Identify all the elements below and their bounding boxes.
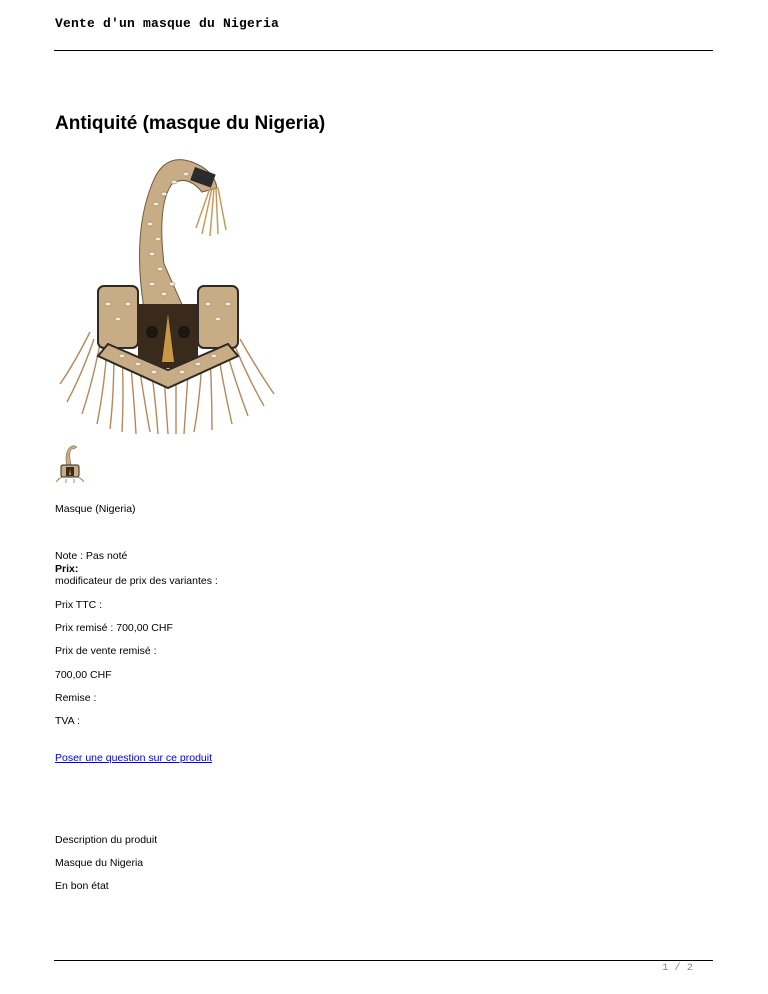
description-line: Masque du Nigeria	[55, 857, 144, 869]
product-title: Antiquité (masque du Nigeria)	[55, 113, 326, 134]
discount: Remise :	[55, 692, 97, 704]
price-label: Prix:	[55, 563, 79, 575]
page-number	[659, 962, 696, 974]
description-heading: Description du produit	[55, 834, 158, 846]
description-line: En bon état	[55, 880, 109, 892]
product-thumbnail[interactable]	[54, 443, 86, 483]
product-name: Masque (Nigeria)	[55, 503, 136, 515]
variant-price-modifier: modificateur de prix des variantes :	[55, 575, 218, 587]
header-divider	[54, 50, 713, 51]
price-ttc: Prix TTC :	[55, 599, 103, 611]
current-page: 1	[662, 962, 669, 974]
discounted-price: Prix remisé : 700,00 CHF	[55, 622, 173, 634]
product-rating: Note : Pas noté	[55, 550, 128, 562]
ask-question-link[interactable]: Poser une question sur ce produit	[55, 752, 213, 764]
document-header-title: Vente d'un masque du Nigeria	[55, 16, 280, 31]
footer-divider	[54, 960, 713, 961]
tassel	[196, 188, 226, 236]
sale-price-discounted-label: Prix de vente remisé :	[55, 645, 157, 657]
page-separator: /	[674, 962, 681, 974]
total-pages: 2	[686, 962, 693, 974]
sale-price-value: 700,00 CHF	[55, 669, 112, 681]
vat: TVA :	[55, 715, 80, 727]
product-main-image	[52, 144, 282, 436]
